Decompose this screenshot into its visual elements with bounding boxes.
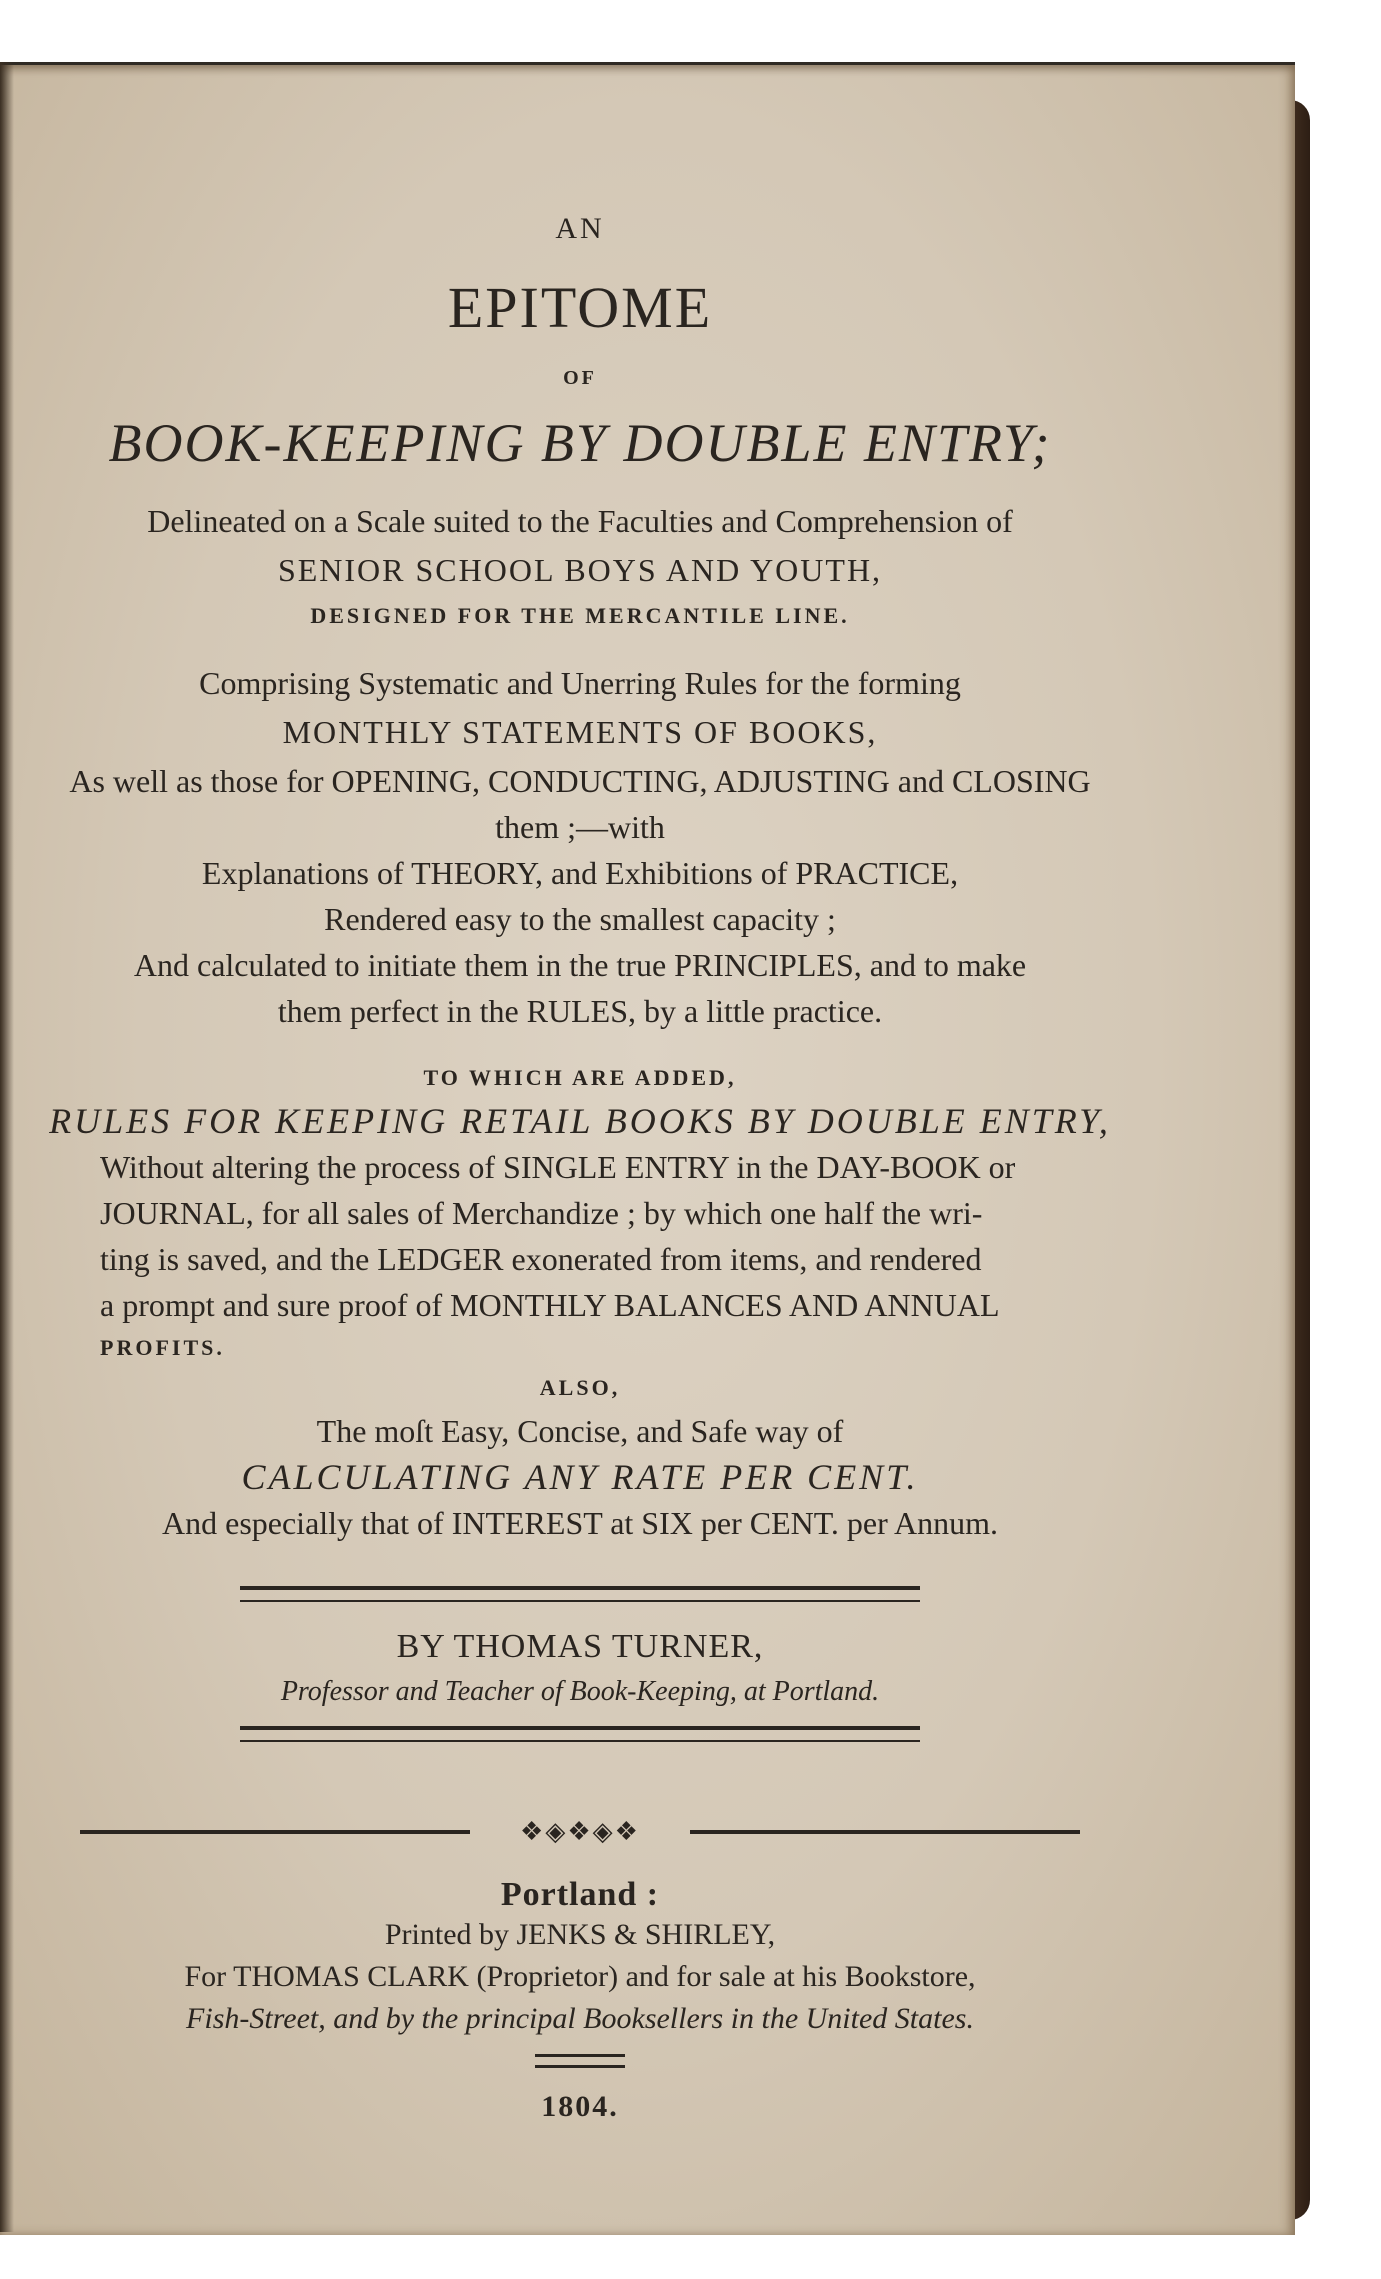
imprint-fish-street: Fish-Street, and by the principal Booksellers in the United States. <box>186 2002 974 2035</box>
senior-line: SENIOR SCHOOL BOYS AND YOUTH, <box>277 552 883 588</box>
title-page-text <box>40 140 1120 2124</box>
rendered-line: Rendered easy to the smallest capacity ; <box>324 901 836 937</box>
calculating-line: CALCULATING ANY RATE PER CENT. <box>241 1457 919 1497</box>
author-title-line: Professor and Teacher of Book-Keeping, at Portland. <box>280 1676 880 1707</box>
most-easy-line: The moſt Easy, Concise, and Safe way of <box>316 1413 844 1449</box>
author-line: BY THOMAS TURNER, <box>396 1628 764 1665</box>
calculated-line-2: them perfect in the RULES, by a little practice. <box>277 993 883 1029</box>
double-rule-bottom <box>240 1726 920 1742</box>
monthly-statements-line: MONTHLY STATEMENTS OF BOOKS, <box>282 714 878 750</box>
designed-line: DESIGNED FOR THE MERCANTILE LINE. <box>310 603 850 628</box>
ornament-rule <box>60 1812 1100 1852</box>
imprint-for-line: For THOMAS CLARK (Proprietor) and for sale at his Bookstore, <box>184 1960 976 1993</box>
ornament-center: ❖◈❖◈❖ <box>520 1817 640 1846</box>
as-well-line-1: As well as those for OPENING, CONDUCTING, ADJUSTING and CLOSING <box>69 763 1091 799</box>
without-line-5: PROFITS. <box>100 1335 225 1360</box>
title-an: AN <box>555 212 605 245</box>
double-rule-top <box>240 1586 920 1602</box>
to-which-line: TO WHICH ARE ADDED, <box>423 1065 737 1090</box>
as-well-line-2: them ;—with <box>495 809 665 845</box>
especially-line: And especially that of INTEREST at SIX per CENT. per Annum. <box>162 1505 998 1541</box>
calculated-line-1: And calculated to initiate them in the true PRINCIPLES, and to make <box>133 947 1027 983</box>
rules-retail-line: RULES FOR KEEPING RETAIL BOOKS BY DOUBLE ENTRY, <box>49 1101 1111 1141</box>
comprising-line: Comprising Systematic and Unerring Rules for the forming <box>199 665 961 701</box>
imprint-short-rule <box>535 2054 625 2068</box>
imprint-printed-by: Printed by JENKS & SHIRLEY, <box>384 1918 776 1951</box>
without-line-2: JOURNAL, for all sales of Merchandize ; by which one half the wri- <box>100 1195 983 1231</box>
imprint-year: 1804. <box>541 2090 619 2123</box>
title-of: OF <box>563 367 597 389</box>
without-line-1: Without altering the process of SINGLE ENTRY in the DAY-BOOK or <box>100 1149 1016 1185</box>
title-epitome: EPITOME <box>447 275 713 340</box>
explanations-line: Explanations of THEORY, and Exhibitions of PRACTICE, <box>201 855 959 891</box>
page-gutter-shadow <box>0 62 14 2232</box>
ornament-bar-left <box>80 1830 470 1834</box>
also-line: ALSO, <box>539 1375 621 1400</box>
delineated-line: Delineated on a Scale suited to the Faculties and Comprehension of <box>147 503 1013 539</box>
without-line-3: ting is saved, and the LEDGER exonerated from items, and rendered <box>100 1241 982 1277</box>
main-title: BOOK-KEEPING BY DOUBLE ENTRY; <box>108 413 1052 473</box>
without-line-4: a prompt and sure proof of MONTHLY BALANCES AND ANNUAL <box>100 1287 1000 1323</box>
ornament-bar-right <box>690 1830 1080 1834</box>
imprint-place: Portland : <box>500 1876 660 1913</box>
